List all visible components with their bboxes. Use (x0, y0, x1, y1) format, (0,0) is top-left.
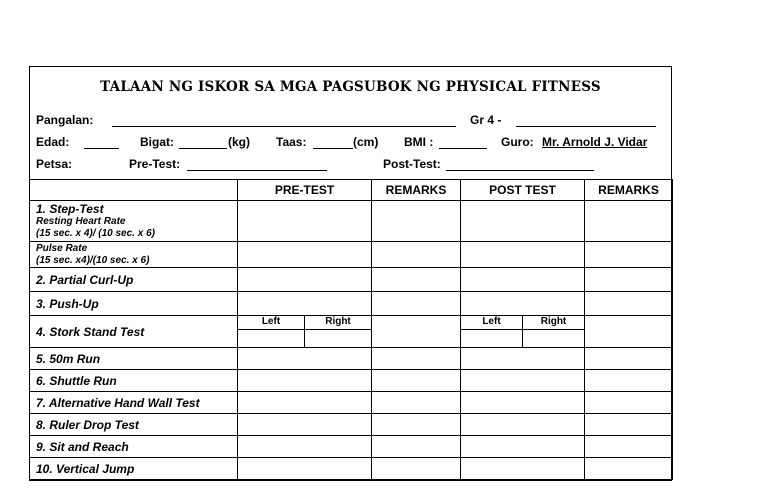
bmi-label: BMI : (404, 135, 434, 149)
remarks2-cell[interactable] (585, 370, 673, 392)
test-label: 2. Partial Curl-Up (30, 268, 238, 292)
pulse-label-cell (30, 242, 238, 268)
pretest-cell[interactable] (238, 370, 372, 392)
pretest-cell[interactable] (238, 268, 372, 292)
table-row-stork-stand (30, 316, 673, 348)
posttest-cell[interactable] (461, 458, 585, 480)
fitness-score-form (29, 66, 672, 481)
posttest-cell[interactable] (461, 436, 585, 458)
taas-field[interactable] (313, 148, 353, 149)
test-label: 5. 50m Run (30, 348, 238, 370)
pretest-label: Pre-Test: (129, 157, 181, 171)
grade-label: Gr 4 - (470, 113, 502, 127)
remarks2-cell[interactable] (585, 436, 673, 458)
table-row (30, 348, 673, 370)
table-row-pulse-rate (30, 242, 673, 268)
remarks2-cell[interactable] (585, 414, 673, 436)
stork-pretest-cell (238, 316, 372, 348)
stork-pretest-split (238, 316, 371, 347)
pulse-remarks2-cell[interactable] (585, 242, 673, 268)
pangalan-field[interactable] (112, 126, 456, 127)
remarks1-cell[interactable] (372, 268, 461, 292)
remarks2-cell[interactable] (585, 392, 673, 414)
grade-field[interactable] (516, 126, 656, 127)
pretest-cell[interactable] (238, 292, 372, 316)
header-blank (30, 180, 238, 201)
test-label: 3. Push-Up (30, 292, 238, 316)
step-remarks2-cell[interactable] (585, 201, 673, 242)
posttest-cell[interactable] (461, 370, 585, 392)
pretest-left-input[interactable] (238, 329, 305, 347)
remarks1-cell[interactable] (372, 414, 461, 436)
petsa-label: Petsa: (36, 157, 73, 171)
posttest-cell[interactable] (461, 292, 585, 316)
pretest-cell[interactable] (238, 348, 372, 370)
posttest-cell[interactable] (461, 414, 585, 436)
remarks1-cell[interactable] (372, 392, 461, 414)
pretest-cell[interactable] (238, 458, 372, 480)
pangalan-label: Pangalan: (36, 113, 94, 127)
guro-label: Guro: (501, 135, 534, 149)
table-row (30, 458, 673, 480)
table-row (30, 392, 673, 414)
pretest-right-label: Right (305, 316, 372, 329)
pretest-right-input[interactable] (305, 329, 372, 347)
step-posttest-cell[interactable] (461, 201, 585, 242)
step-test-label-cell (30, 201, 238, 242)
remarks1-cell[interactable] (372, 458, 461, 480)
form-title: TALAAN NG ISKOR SA MGA PAGSUBOK NG PHYSICAL FITNESS (100, 79, 601, 95)
test-label: 6. Shuttle Run (30, 370, 238, 392)
header-remarks-2: REMARKS (585, 180, 673, 201)
resting-heart-rate-label: Resting Heart Rate (36, 215, 126, 227)
stork-posttest-cell (461, 316, 585, 348)
taas-label: Taas: (276, 135, 307, 149)
pulse-posttest-cell[interactable] (461, 242, 585, 268)
posttest-right-input[interactable] (523, 329, 585, 347)
remarks2-cell[interactable] (585, 348, 673, 370)
remarks2-cell[interactable] (585, 268, 673, 292)
pretest-cell[interactable] (238, 436, 372, 458)
header-remarks-1: REMARKS (372, 180, 461, 201)
test-label: 9. Sit and Reach (30, 436, 238, 458)
remarks1-cell[interactable] (372, 292, 461, 316)
step-remarks1-cell[interactable] (372, 201, 461, 242)
bigat-unit: (kg) (228, 135, 250, 149)
stork-posttest-split (461, 316, 584, 347)
test-label: 8. Ruler Drop Test (30, 414, 238, 436)
edad-label: Edad: (36, 135, 70, 149)
bmi-field[interactable] (439, 148, 487, 149)
step-test-label: 1. Step-Test (36, 201, 104, 216)
test-label: 4. Stork Stand Test (30, 316, 238, 348)
pretest-cell[interactable] (238, 414, 372, 436)
test-label: 10. Vertical Jump (30, 458, 238, 480)
remarks2-cell[interactable] (585, 292, 673, 316)
remarks1-cell[interactable] (372, 370, 461, 392)
stork-remarks2-cell[interactable] (585, 316, 673, 348)
table-row (30, 436, 673, 458)
taas-unit: (cm) (353, 135, 379, 149)
bigat-label: Bigat: (140, 135, 174, 149)
posttest-cell[interactable] (461, 348, 585, 370)
posttest-left-label: Left (461, 316, 523, 329)
pretest-field[interactable] (187, 170, 327, 171)
posttest-cell[interactable] (461, 392, 585, 414)
pulse-rate-label: Pulse Rate (36, 242, 88, 254)
table-row (30, 370, 673, 392)
table-row (30, 268, 673, 292)
pretest-left-label: Left (238, 316, 305, 329)
header-pretest: PRE-TEST (238, 180, 372, 201)
table-row (30, 414, 673, 436)
remarks1-cell[interactable] (372, 436, 461, 458)
table-header-row (30, 180, 673, 201)
pulse-pretest-cell[interactable] (238, 242, 372, 268)
posttest-cell[interactable] (461, 268, 585, 292)
table-row (30, 292, 673, 316)
table-row-step-test (30, 201, 673, 242)
posttest-right-label: Right (523, 316, 585, 329)
edad-field[interactable] (84, 148, 119, 149)
pulse-formula: (15 sec. x4)/(10 sec. x 6) (36, 254, 150, 266)
remarks1-cell[interactable] (372, 348, 461, 370)
test-label: 7. Alternative Hand Wall Test (30, 392, 238, 414)
posttest-label: Post-Test: (383, 157, 441, 171)
guro-name: Mr. Arnold J. Vidar (542, 135, 648, 149)
bigat-field[interactable] (179, 148, 227, 149)
resting-formula: (15 sec. x 4)/ (10 sec. x 6) (36, 227, 155, 239)
header-posttest: POST TEST (461, 180, 585, 201)
stork-remarks1-cell[interactable] (372, 316, 461, 348)
step-pretest-cell[interactable] (238, 201, 372, 242)
score-table (29, 179, 673, 480)
pretest-cell[interactable] (238, 392, 372, 414)
remarks2-cell[interactable] (585, 458, 673, 480)
posttest-left-input[interactable] (461, 329, 523, 347)
pulse-remarks1-cell[interactable] (372, 242, 461, 268)
posttest-field[interactable] (446, 170, 594, 171)
